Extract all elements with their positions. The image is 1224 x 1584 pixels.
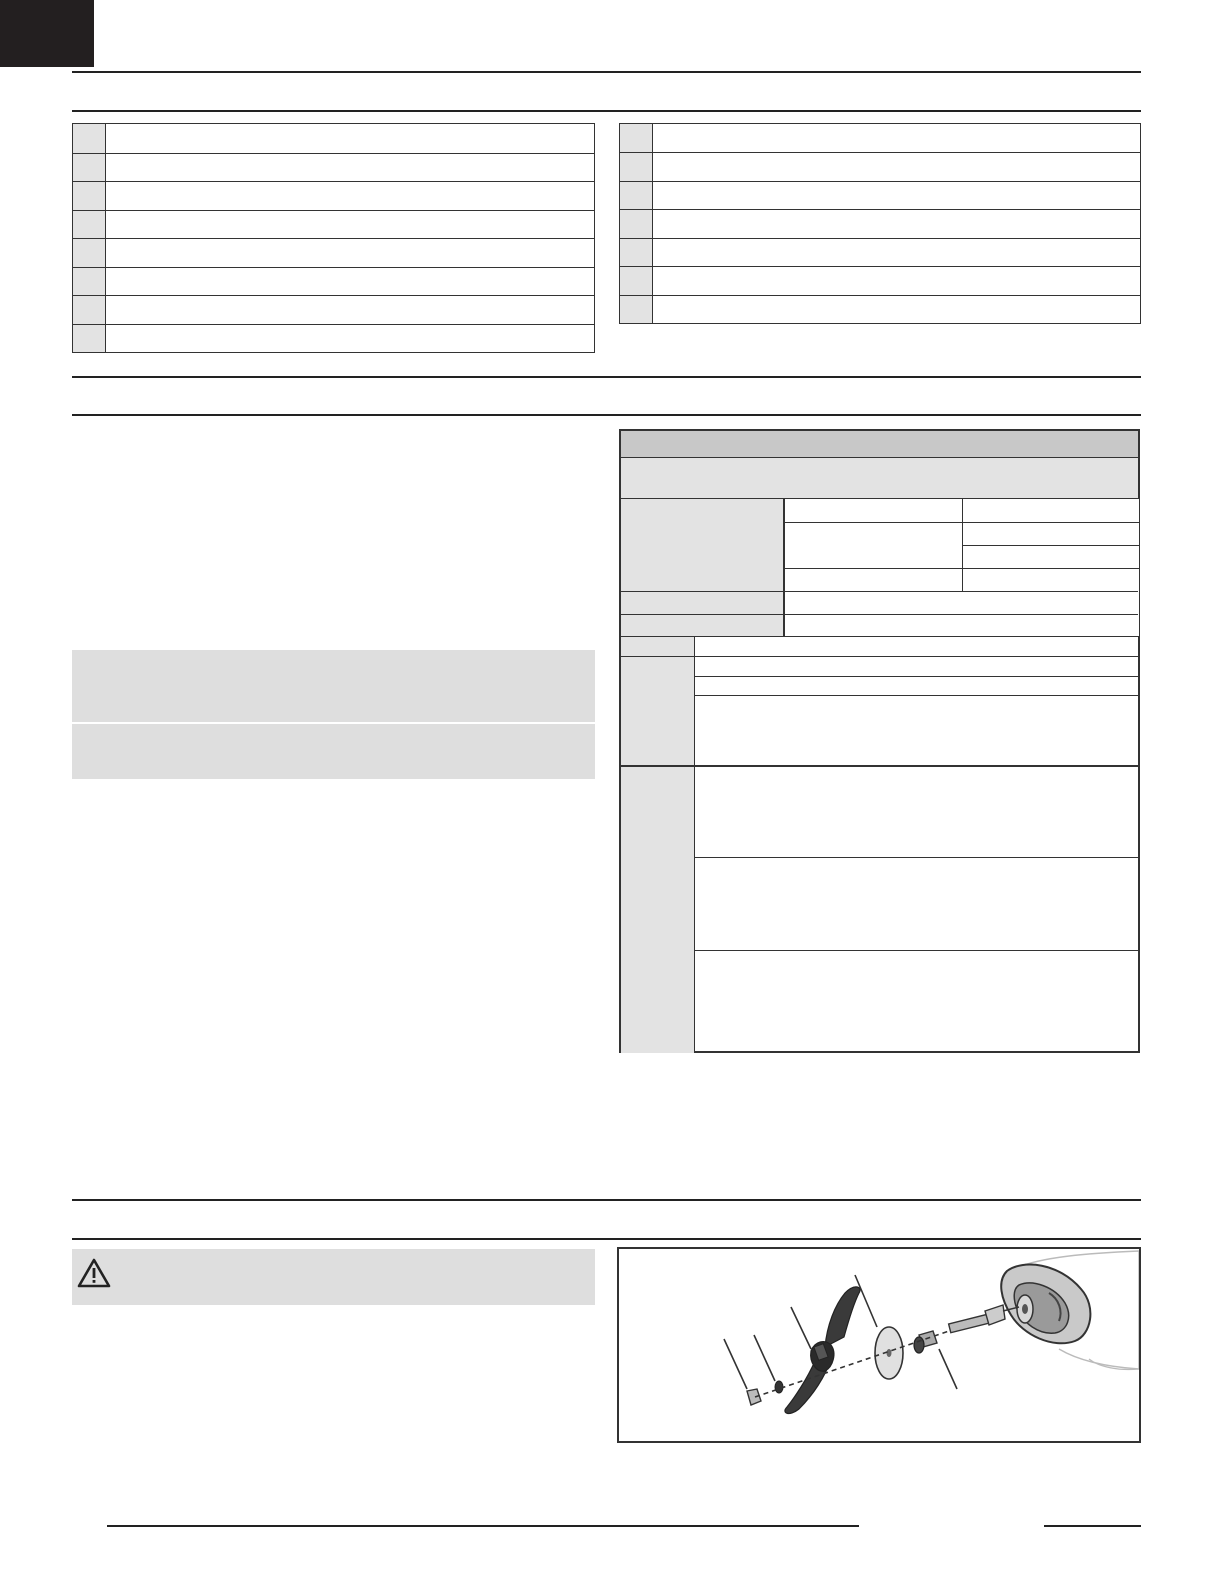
parts-row-number-cell bbox=[73, 182, 106, 210]
spec-line bbox=[621, 636, 1138, 637]
spec-line bbox=[621, 656, 1138, 657]
section-rule-bottom-1 bbox=[72, 1199, 1141, 1201]
spec-line bbox=[621, 591, 1138, 592]
propeller-assembly-figure bbox=[617, 1247, 1141, 1443]
parts-row-number-cell bbox=[620, 210, 653, 237]
parts-row-number-cell bbox=[620, 239, 653, 266]
spec-label-cell-1 bbox=[621, 499, 784, 591]
parts-row-number-cell bbox=[73, 268, 106, 296]
parts-table-left bbox=[72, 123, 595, 353]
parts-table-row bbox=[73, 267, 594, 296]
parts-table-row bbox=[620, 238, 1140, 266]
propeller-exploded-illustration bbox=[619, 1249, 1139, 1441]
parts-table-row bbox=[620, 181, 1140, 209]
parts-table-row bbox=[73, 181, 594, 210]
parts-table-row bbox=[73, 324, 594, 353]
parts-row-number-cell bbox=[620, 124, 653, 152]
parts-table-row bbox=[73, 295, 594, 324]
spec-line bbox=[621, 614, 1138, 615]
parts-row-number-cell bbox=[73, 296, 106, 324]
note-box-1 bbox=[72, 650, 595, 722]
parts-table-row bbox=[73, 210, 594, 239]
section-rule-mid-1 bbox=[72, 376, 1141, 378]
spec-label-column bbox=[621, 636, 695, 1053]
spec-line bbox=[784, 499, 785, 636]
note-box-2 bbox=[72, 724, 595, 779]
spec-line bbox=[695, 857, 1138, 858]
parts-row-number-cell bbox=[73, 325, 106, 353]
parts-row-number-cell bbox=[73, 124, 106, 153]
parts-row-number-cell bbox=[620, 153, 653, 180]
parts-table-row bbox=[620, 124, 1140, 152]
spec-line bbox=[695, 676, 1138, 677]
section-rule-mid-2 bbox=[72, 414, 1141, 416]
parts-table-right bbox=[619, 123, 1141, 324]
section-rule-top-1 bbox=[72, 71, 1141, 73]
spec-line bbox=[621, 765, 1138, 767]
footer-rule-right bbox=[1044, 1525, 1141, 1527]
parts-row-number-cell bbox=[73, 211, 106, 239]
parts-row-number-cell bbox=[620, 296, 653, 323]
parts-row-number-cell bbox=[620, 182, 653, 209]
spec-line bbox=[695, 950, 1138, 951]
footer-rule-left bbox=[107, 1525, 859, 1527]
warning-triangle-icon bbox=[76, 1257, 112, 1289]
spec-table-subheader bbox=[621, 458, 1138, 499]
spec-table bbox=[619, 429, 1140, 1053]
parts-table-row bbox=[620, 295, 1140, 323]
parts-table-row bbox=[73, 238, 594, 267]
parts-table-row bbox=[620, 209, 1140, 237]
section-rule-top-2 bbox=[72, 110, 1141, 112]
page-corner-tab bbox=[0, 0, 94, 67]
spec-line bbox=[962, 545, 1139, 546]
parts-table-row bbox=[73, 124, 594, 153]
parts-table-row bbox=[620, 266, 1140, 294]
parts-row-number-cell bbox=[73, 154, 106, 182]
parts-table-row bbox=[73, 153, 594, 182]
spec-line bbox=[962, 499, 963, 591]
parts-row-number-cell bbox=[73, 239, 106, 267]
parts-row-number-cell bbox=[620, 267, 653, 294]
parts-table-row bbox=[620, 152, 1140, 180]
spec-table-header bbox=[621, 431, 1138, 458]
section-rule-bottom-2 bbox=[72, 1238, 1141, 1240]
spec-line bbox=[695, 695, 1138, 696]
warning-box bbox=[72, 1249, 595, 1305]
